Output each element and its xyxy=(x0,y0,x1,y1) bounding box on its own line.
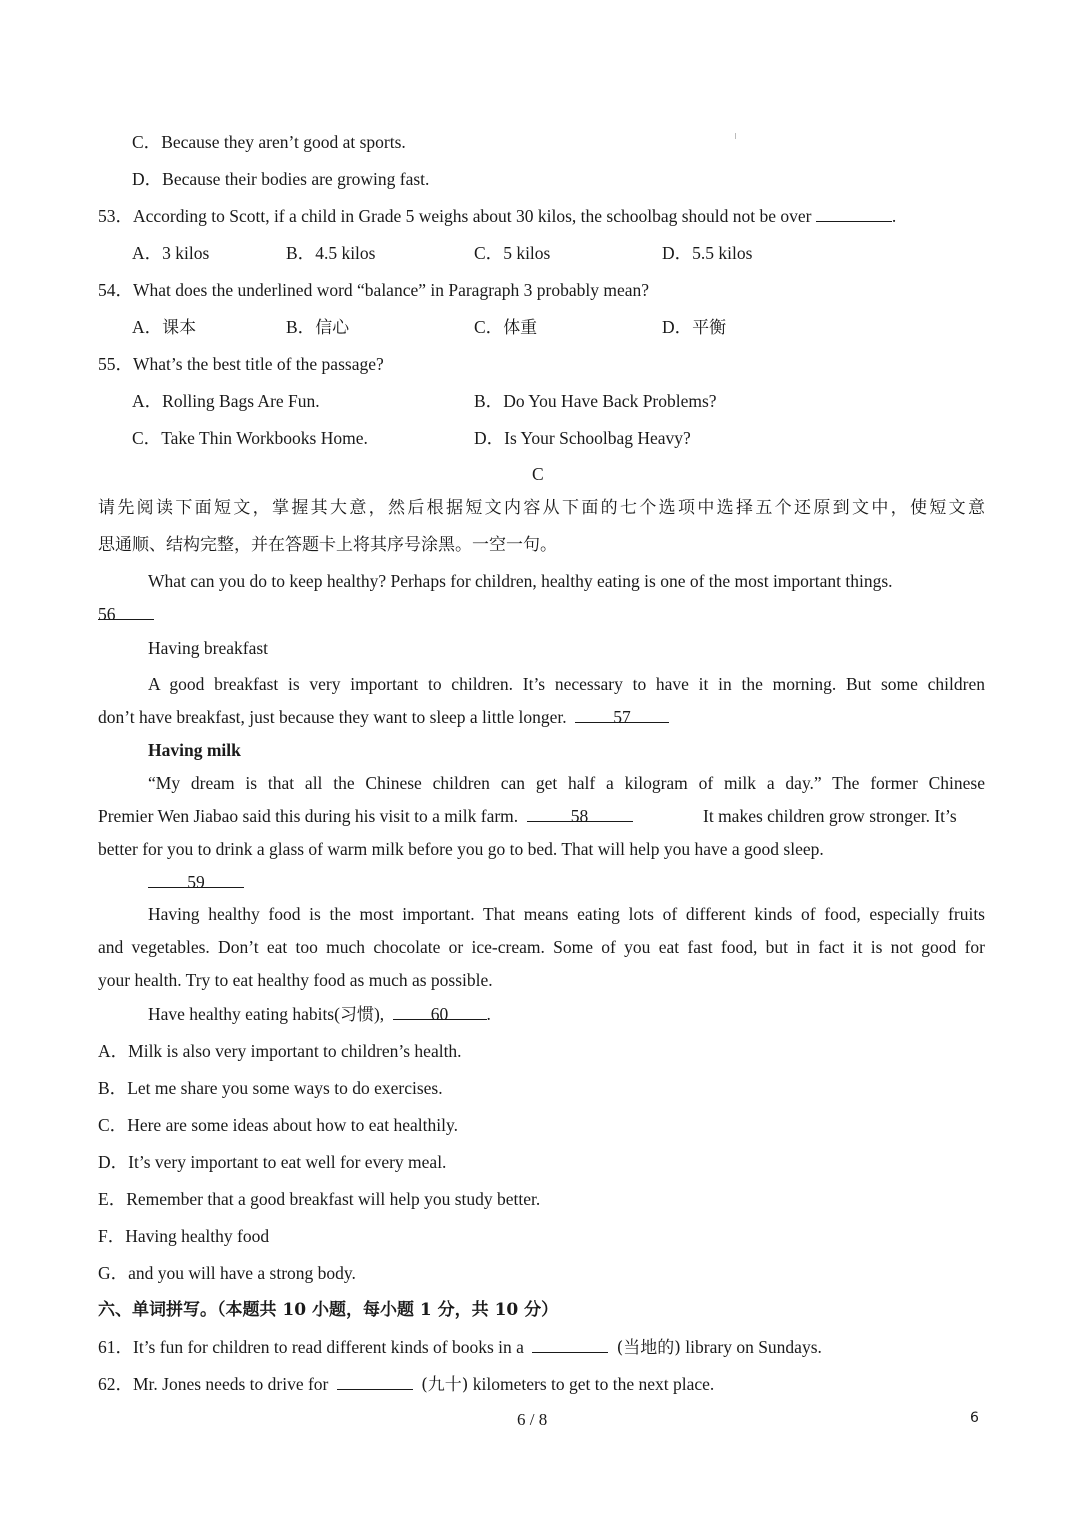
q62: 62．Mr. Jones needs to drive for (九十) kilometers to get to the next place. xyxy=(98,1374,715,1395)
paragraph-food-line3: your health. Try to eat healthy food as much as possible. xyxy=(98,970,493,990)
blank-60: 60 xyxy=(393,1002,487,1020)
section-c-instruction-line1: 请先阅读下面短文，掌握其大意，然后根据短文内容从下面的七个选项中选择五个还原到文中，使短文意 xyxy=(98,498,985,518)
subheading-milk: Having milk xyxy=(148,740,241,760)
q55-stem: 55．What’s the best title of the passage? xyxy=(98,354,384,374)
q53-option-b: B．4.5 kilos xyxy=(286,243,376,263)
blank-59-line xyxy=(148,870,244,894)
blank-58: 58 xyxy=(527,804,633,822)
paragraph-milk-line2b: It makes children grow stronger. It’s xyxy=(703,806,957,826)
paragraph-food-line1: Having healthy food is the most important. That means eating lots of different kinds of food, especially fruits xyxy=(148,904,985,924)
q53-option-c: C．5 kilos xyxy=(474,243,551,263)
q55-option-d: D．Is Your Schoolbag Heavy? xyxy=(474,428,691,448)
q53-stem: 53．According to Scott, if a child in Grade 5 weighs about 30 kilos, the schoolbag should not be over . xyxy=(98,206,897,226)
q54-option-d: D．平衡 xyxy=(662,317,727,338)
q62-blank xyxy=(337,1372,413,1390)
subheading-breakfast: Having breakfast xyxy=(148,638,269,658)
section-c-heading: C xyxy=(532,464,544,484)
choice-a: A．Milk is also very important to children’s health. xyxy=(98,1041,462,1061)
page-corner-number: 6 xyxy=(970,1410,979,1426)
q54-option-a: A．课本 xyxy=(132,317,197,338)
section-c-instruction-line2: 思通顺、结构完整，并在答题卡上将其序号涂黑。一空一句。 xyxy=(98,535,557,555)
q52-option-c: C．Because they aren’t good at sports. xyxy=(132,132,406,152)
choice-b: B．Let me share you some ways to do exercises. xyxy=(98,1078,443,1098)
blank-57: 57 xyxy=(575,705,669,723)
q55-option-c: C．Take Thin Workbooks Home. xyxy=(132,428,368,448)
choice-f: F．Having healthy food xyxy=(98,1226,270,1246)
q53-option-d: D．5.5 kilos xyxy=(662,243,753,263)
q54-option-c: C．体重 xyxy=(474,317,538,338)
paragraph-habits: Have healthy eating habits(习惯), 60 . xyxy=(148,1004,491,1025)
blank-59: 59 xyxy=(148,870,244,888)
paragraph-intro: What can you do to keep healthy? Perhaps for children, healthy eating is one of the most important things. xyxy=(148,571,893,591)
choice-d: D．It’s very important to eat well for every meal. xyxy=(98,1152,447,1172)
q52-option-d: D．Because their bodies are growing fast. xyxy=(132,169,430,189)
choice-c: C．Here are some ideas about how to eat healthily. xyxy=(98,1115,458,1135)
q53-blank xyxy=(816,204,892,222)
paragraph-milk-line3: better for you to drink a glass of warm milk before you go to bed. That will help you have a good sleep. xyxy=(98,839,824,859)
paragraph-breakfast-line2: don’t have breakfast, just because they want to sleep a little longer. 57 xyxy=(98,705,669,729)
q54-stem: 54．What does the underlined word “balance” in Paragraph 3 probably mean? xyxy=(98,280,650,300)
blank-56: 56 xyxy=(98,602,154,626)
q61-blank xyxy=(532,1335,608,1353)
paragraph-milk-line2a: Premier Wen Jiabao said this during his visit to a milk farm. 58 xyxy=(98,804,633,828)
page-number: 6 / 8 xyxy=(517,1410,548,1429)
scan-mark xyxy=(735,133,736,139)
q55-option-b: B．Do You Have Back Problems? xyxy=(474,391,717,411)
q55-option-a: A．Rolling Bags Are Fun. xyxy=(132,391,320,411)
q53-option-a: A．3 kilos xyxy=(132,243,210,263)
q61: 61．It’s fun for children to read different kinds of books in a (当地的) library on Sundays. xyxy=(98,1337,822,1358)
paragraph-food-line2: and vegetables. Don’t eat too much chocolate or ice-cream. Some of you eat fast food, but in fact it is not good for xyxy=(98,937,985,957)
paragraph-milk-line1: “My dream is that all the Chinese children can get half a kilogram of milk a day.” The former Chinese xyxy=(148,773,985,793)
choice-e: E．Remember that a good breakfast will help you study better. xyxy=(98,1189,541,1209)
choice-g: G．and you will have a strong body. xyxy=(98,1263,356,1283)
q54-option-b: B．信心 xyxy=(286,317,350,338)
section-6-heading: 六、单词拼写。（本题共 10 小题，每小题 1 分，共 10 分） xyxy=(98,1300,559,1320)
paragraph-breakfast-line1: A good breakfast is very important to children. It’s necessary to have it in the morning. But some children xyxy=(148,674,985,694)
